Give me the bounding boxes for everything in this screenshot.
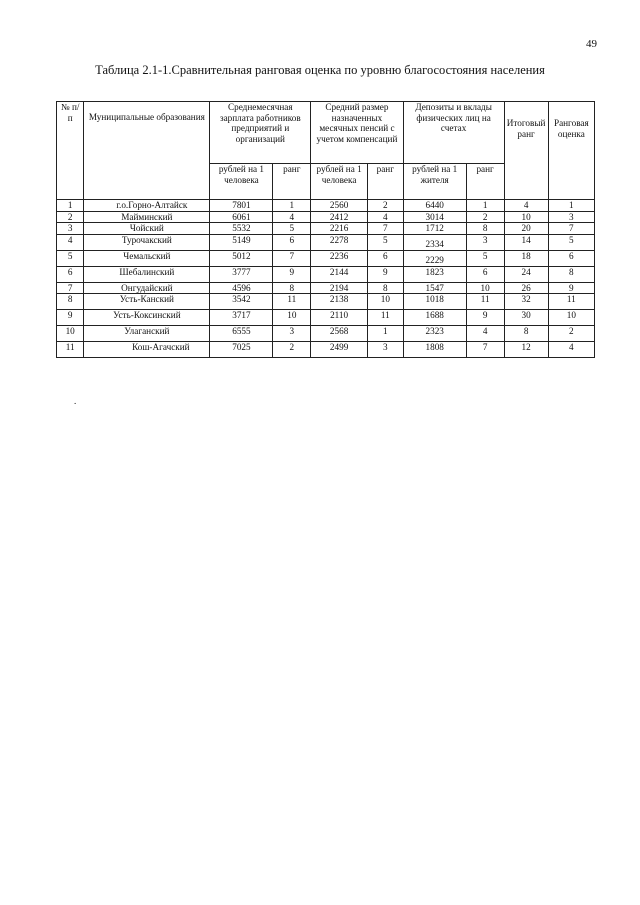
cell-salary-rank: 4 <box>273 211 311 223</box>
table-row <box>57 294 595 310</box>
subheader-deposit-rank: ранг <box>466 164 504 200</box>
cell-municipality: Онгудайский <box>84 282 210 294</box>
cell-deposit-rank: 8 <box>466 223 504 235</box>
cell-num: 2 <box>57 211 84 223</box>
cell-pension-rank: 8 <box>367 282 403 294</box>
table-row <box>57 234 595 250</box>
cell-municipality: Усть-Канский <box>84 294 210 310</box>
cell-deposit-rank: 2 <box>466 211 504 223</box>
cell-deposit: 2229 <box>403 250 466 266</box>
cell-municipality: Шебалинский <box>84 266 210 282</box>
table-row <box>57 250 595 266</box>
cell-deposit: 6440 <box>403 200 466 212</box>
header-rank-score: Ранговая оценка <box>548 102 594 200</box>
cell-salary: 5149 <box>210 234 273 250</box>
cell-deposit: 1823 <box>403 266 466 282</box>
cell-pension: 2499 <box>311 342 368 358</box>
table-row <box>57 223 595 235</box>
table-row <box>57 266 595 282</box>
cell-pension-rank: 4 <box>367 211 403 223</box>
cell-total-rank: 4 <box>504 200 548 212</box>
header-deposits: Депозиты и вклады физических лиц на счетах <box>403 102 504 164</box>
cell-pension: 2412 <box>311 211 368 223</box>
cell-rank-score: 10 <box>548 310 594 326</box>
cell-rank-score: 9 <box>548 282 594 294</box>
table-row <box>57 282 595 294</box>
cell-pension: 2236 <box>311 250 368 266</box>
cell-total-rank: 32 <box>504 294 548 310</box>
cell-deposit: 1547 <box>403 282 466 294</box>
cell-pension-rank: 7 <box>367 223 403 235</box>
cell-total-rank: 30 <box>504 310 548 326</box>
cell-deposit: 2323 <box>403 326 466 342</box>
subheader-deposit-unit: рублей на 1 жителя <box>403 164 466 200</box>
cell-deposit: 1712 <box>403 223 466 235</box>
cell-salary-rank: 1 <box>273 200 311 212</box>
cell-deposit-rank: 9 <box>466 310 504 326</box>
cell-pension: 2560 <box>311 200 368 212</box>
cell-num: 8 <box>57 294 84 310</box>
cell-deposit-rank: 5 <box>466 250 504 266</box>
cell-deposit-rank: 11 <box>466 294 504 310</box>
cell-num: 3 <box>57 223 84 235</box>
cell-salary-rank: 2 <box>273 342 311 358</box>
cell-num: 11 <box>57 342 84 358</box>
cell-deposit-rank: 1 <box>466 200 504 212</box>
cell-rank-score: 4 <box>548 342 594 358</box>
cell-pension: 2110 <box>311 310 368 326</box>
cell-deposit-rank: 7 <box>466 342 504 358</box>
cell-deposit-rank: 10 <box>466 282 504 294</box>
cell-deposit-rank: 3 <box>466 234 504 250</box>
cell-salary: 3777 <box>210 266 273 282</box>
cell-pension: 2568 <box>311 326 368 342</box>
cell-salary-rank: 9 <box>273 266 311 282</box>
subheader-salary-rank: ранг <box>273 164 311 200</box>
cell-salary: 7025 <box>210 342 273 358</box>
cell-salary: 7801 <box>210 200 273 212</box>
header-salary: Среднемесячная зарплата работников предприятий и организаций <box>210 102 311 164</box>
cell-pension: 2278 <box>311 234 368 250</box>
cell-total-rank: 20 <box>504 223 548 235</box>
cell-salary: 3717 <box>210 310 273 326</box>
cell-salary: 3542 <box>210 294 273 310</box>
cell-municipality: Улаганский <box>84 326 210 342</box>
cell-deposit-rank: 6 <box>466 266 504 282</box>
cell-pension: 2216 <box>311 223 368 235</box>
cell-salary-rank: 8 <box>273 282 311 294</box>
cell-num: 1 <box>57 200 84 212</box>
cell-pension-rank: 3 <box>367 342 403 358</box>
cell-municipality: Турочакский <box>84 234 210 250</box>
cell-salary-rank: 3 <box>273 326 311 342</box>
cell-salary-rank: 10 <box>273 310 311 326</box>
cell-rank-score: 8 <box>548 266 594 282</box>
header-municipality: Муниципальные образования <box>84 102 210 200</box>
subheader-pension-rank: ранг <box>367 164 403 200</box>
cell-num: 10 <box>57 326 84 342</box>
ranking-table <box>56 101 595 358</box>
cell-total-rank: 26 <box>504 282 548 294</box>
cell-rank-score: 5 <box>548 234 594 250</box>
cell-pension-rank: 2 <box>367 200 403 212</box>
cell-pension: 2144 <box>311 266 368 282</box>
cell-deposit-rank: 4 <box>466 326 504 342</box>
cell-total-rank: 10 <box>504 211 548 223</box>
cell-rank-score: 11 <box>548 294 594 310</box>
cell-rank-score: 2 <box>548 326 594 342</box>
cell-pension-rank: 5 <box>367 234 403 250</box>
cell-rank-score: 7 <box>548 223 594 235</box>
table-row <box>57 326 595 342</box>
cell-pension: 2194 <box>311 282 368 294</box>
cell-deposit: 2334 <box>403 234 466 250</box>
cell-salary: 5012 <box>210 250 273 266</box>
cell-pension-rank: 9 <box>367 266 403 282</box>
cell-num: 6 <box>57 266 84 282</box>
header-total-rank: Итоговый ранг <box>504 102 548 200</box>
cell-pension-rank: 6 <box>367 250 403 266</box>
cell-salary-rank: 6 <box>273 234 311 250</box>
cell-salary-rank: 7 <box>273 250 311 266</box>
cell-deposit: 1018 <box>403 294 466 310</box>
header-pension: Средний размер назначенных месячных пенсий с учетом компенсаций <box>311 102 403 164</box>
cell-pension-rank: 1 <box>367 326 403 342</box>
cell-total-rank: 18 <box>504 250 548 266</box>
cell-pension-rank: 10 <box>367 294 403 310</box>
cell-deposit: 1808 <box>403 342 466 358</box>
cell-num: 4 <box>57 234 84 250</box>
cell-salary-rank: 11 <box>273 294 311 310</box>
cell-total-rank: 8 <box>504 326 548 342</box>
cell-total-rank: 12 <box>504 342 548 358</box>
cell-municipality: г.о.Горно-Алтайск <box>84 200 210 212</box>
cell-salary: 6555 <box>210 326 273 342</box>
cell-salary: 6061 <box>210 211 273 223</box>
cell-municipality: Майминский <box>84 211 210 223</box>
cell-num: 7 <box>57 282 84 294</box>
cell-municipality: Чойский <box>84 223 210 235</box>
page-number: 49 <box>586 38 597 50</box>
cell-rank-score: 3 <box>548 211 594 223</box>
cell-municipality: Усть-Коксинский <box>84 310 210 326</box>
cell-pension: 2138 <box>311 294 368 310</box>
cell-salary: 5532 <box>210 223 273 235</box>
cell-salary: 4596 <box>210 282 273 294</box>
cell-total-rank: 14 <box>504 234 548 250</box>
cell-deposit: 3014 <box>403 211 466 223</box>
table-row <box>57 342 595 358</box>
table-row <box>57 310 595 326</box>
footnote-mark: . <box>74 396 77 406</box>
cell-rank-score: 1 <box>548 200 594 212</box>
cell-salary-rank: 5 <box>273 223 311 235</box>
cell-deposit: 1688 <box>403 310 466 326</box>
subheader-pension-unit: рублей на 1 человека <box>311 164 368 200</box>
header-num: № п/ п <box>57 102 84 200</box>
cell-total-rank: 24 <box>504 266 548 282</box>
cell-num: 9 <box>57 310 84 326</box>
cell-municipality: Кош-Агачский <box>84 342 210 358</box>
table-row <box>57 211 595 223</box>
cell-pension-rank: 11 <box>367 310 403 326</box>
cell-municipality: Чемальский <box>84 250 210 266</box>
table-title: Таблица 2.1-1.Сравнительная ранговая оценка по уровню благосостояния населения <box>95 63 545 77</box>
cell-num: 5 <box>57 250 84 266</box>
subheader-salary-unit: рублей на 1 человека <box>210 164 273 200</box>
table-row <box>57 200 595 212</box>
cell-rank-score: 6 <box>548 250 594 266</box>
